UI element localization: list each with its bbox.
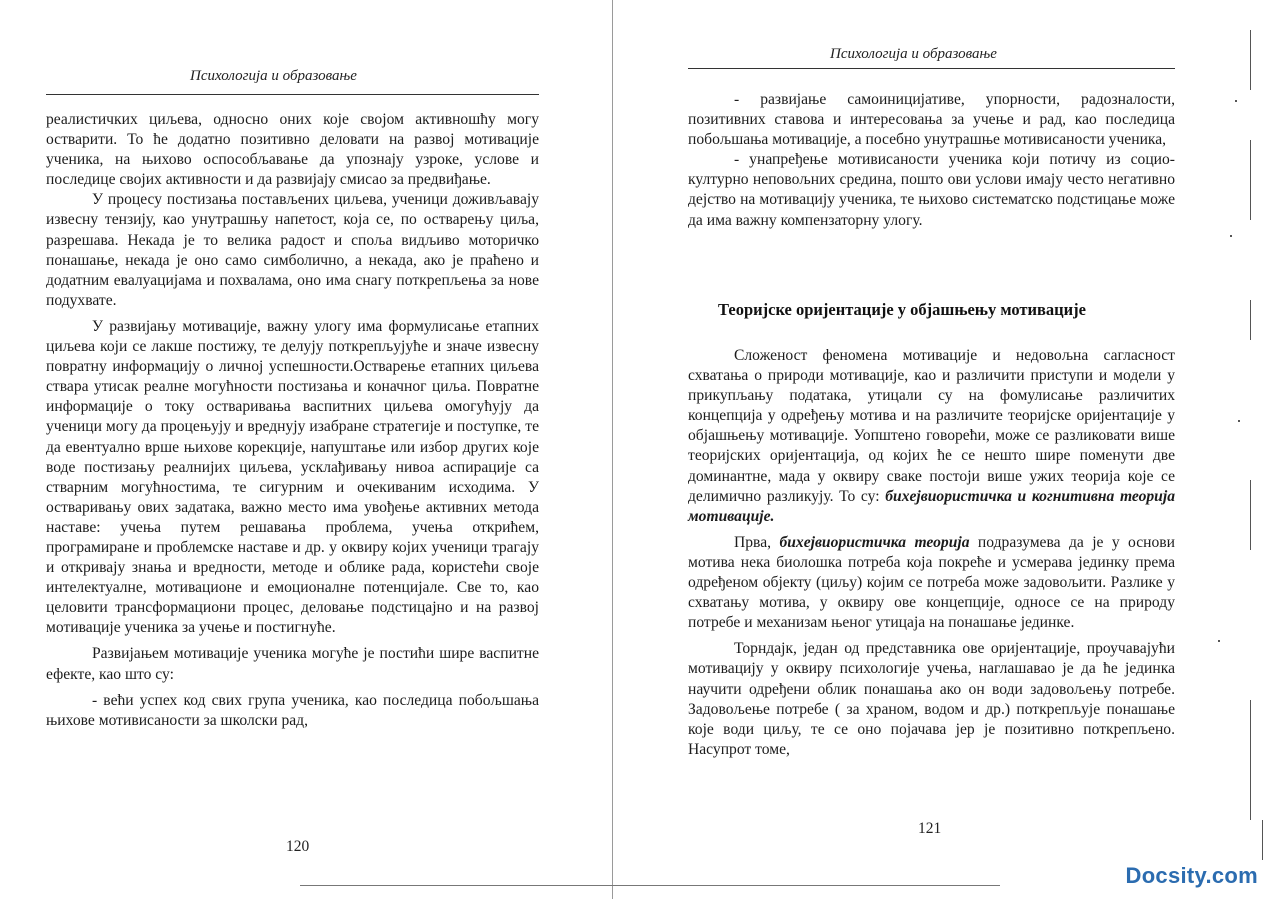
scan-edge-mark [1250, 480, 1251, 550]
right-header-rule [688, 68, 1175, 69]
left-header-rule [46, 94, 539, 95]
right-paragraph-1 [688, 346, 1175, 527]
right-bullet-2: - унапређење мотивисаности ученика који потичу из социо-културно неповољних средина, пошто ови услови имају често негативно дејство на мотивацију ученика, те њихово систематско подстицање може да има важну компензаторну улогу. [688, 151, 1175, 229]
scan-speck [1218, 640, 1220, 642]
right-paragraph-2-emphasis: бихејвиористичка теорија [779, 533, 970, 551]
scan-edge-mark [1250, 140, 1251, 220]
right-page [612, 0, 1280, 899]
scan-bottom-edge [300, 885, 1000, 886]
right-paragraph-2 [688, 533, 1175, 633]
right-paragraph-1-text: Сложеност феномена мотивације и недовољна сагласност схватања о природи мотивације, као и различити приступи и модели у прикупљању података, утицали су на фомулисање различитих концепција у одређењу мотива и на различите теоријске оријентације у објашњењу мотивације. Уопштено говорећи, може се разликовати више теоријских оријентација, од којих ће се нешто шире поменути две доминантне, мада у оквиру сваке постоји више ужих теорија које се делимично разликују. То су: [688, 347, 1175, 505]
section-title: Теоријске оријентације у објашњењу мотивације [718, 300, 1086, 319]
scan-speck [1238, 420, 1240, 422]
right-paragraph-2-start: Прва, [734, 533, 772, 551]
left-running-header: Психологија и образовање [190, 68, 357, 84]
docsity-watermark: Docsity.com [1125, 863, 1258, 888]
scan-edge-mark [1250, 700, 1251, 820]
right-paragraph-1-emphasis: бихејвиористичка и когнитивна теорија мотивације. [688, 487, 1175, 525]
right-paragraph-2-rest: подразумева да је у основи мотива нека биолошка потреба која покреће и усмерава јединку према одређеном објекту (циљу) којим се потреба може задовољити. Разлике у схватању мотива, у оквиру ове концепције, односе се на природу потребе и механизам њеног утицаја на понашање јединке. [688, 533, 1175, 632]
scan-speck [1235, 100, 1237, 102]
left-paragraph-4: Развијањем мотивације ученика могуће је постићи шире васпитне ефекте, као што су: [46, 645, 539, 683]
right-body-text [688, 346, 1175, 760]
right-top-text [688, 90, 1175, 231]
left-paragraph-1: реалистичких циљева, односно оних које својом активношћу могу остварити. То ће додатно позитивно деловати на развој мотивације ученика, на њихово оспособљавање да упознају узроке, услове и последице својих активности и да развијају смисао за предвиђање. [46, 111, 539, 189]
scan-speck [1230, 235, 1232, 237]
scan-edge-mark [1250, 300, 1251, 340]
left-page [0, 0, 612, 899]
right-bullet-1: - развијање самоиницијативе, упорности, радозналости, позитивних ставова и интересовања за учење и рад, као последица побољшања мотивације, а посебно унутрашње мотивисаности ученика, [688, 91, 1175, 149]
scan-edge-mark [1250, 30, 1251, 90]
left-paragraph-5: - већи успех код свих група ученика, као последица побољшања њихове мотивисаности за школски рад, [46, 691, 539, 729]
right-paragraph-3: Торндајк, један од представника ове оријентације, проучавајући мотивацију у оквиру психологије учења, наглашавао је да ће јединка научити одређени облик понашања ако он води задовољењу потребе. Задовољење потребе ( за храном, водом и др.) поткрепљује понашање које води циљу, те се оно појачава јер је позитивно поткрепљено. Насупрот томе, [688, 640, 1175, 758]
left-paragraph-2: У процесу постизања постављених циљева, ученици доживљавају извесну тензију, као унутрашњу напетост, која се, по остварењу циља, разрешава. Некада је то велика радост и споља видљиво моторичко понашање, некада је оно само симболично, а некада, ако је праћено и додатним евалуацијама и похвалама, оно има снагу поткрепљења за нове подухвате. [46, 191, 539, 309]
right-page-number: 121 [918, 820, 942, 837]
left-page-number: 120 [286, 838, 310, 855]
right-running-header: Психологија и образовање [830, 46, 997, 62]
left-body-text [46, 110, 539, 731]
scan-edge-mark [1262, 820, 1263, 860]
left-paragraph-3: У развијању мотивације, важну улогу има формулисање етапних циљева који се лакше постижу, те делују поткрепљујуће и значе извесну повратну информацију о личној успешности.Остварење етапних циљева ствара утисак реалне могућности постизања и коначног циља. Повратне информације о току остваривања васпитних циљева омогућују да ученици могу да процењују и вреднују изабране стратегије и поступке, те да евентуално врше њихове корекције, напуштање или избор других које воде постизању реалнијих циљева, усклађивању нивоа аспирације са стварним могућностима, те сигурним и очекиваним исходима. У остваривању ових задатака, важно место има увођење активних метода наставе: учења путем решавања проблема, учења открићем, програмиране и проблемске наставе и др. у оквиру којих ученици трагају и откривају знања и вредности, методе и облике рада, користећи своје интелектуалне, мотивационе и емоционалне потенцијале. Све то, као целовити трансформациони процес, деловање подстицајно и на развој мотивације ученика за учење и постигнуће. [46, 317, 539, 637]
